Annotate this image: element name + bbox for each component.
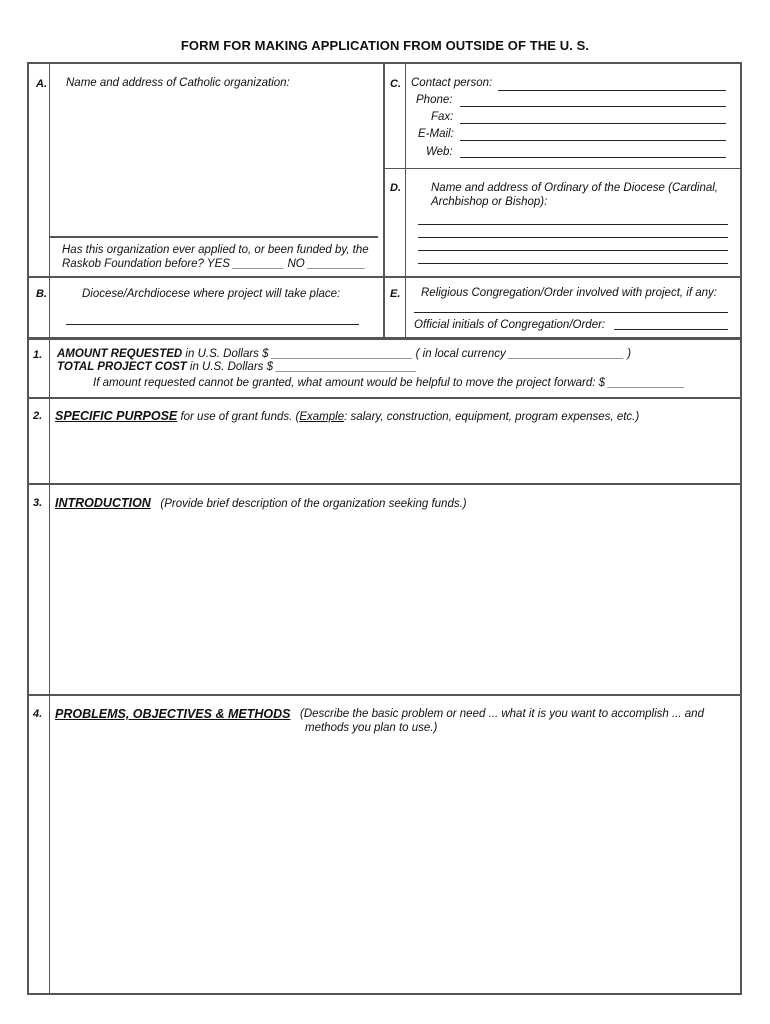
web-label: Web: xyxy=(426,146,453,158)
section-b-letter: B. xyxy=(36,288,47,300)
amount-requested-heading: AMOUNT REQUESTED xyxy=(57,348,183,360)
item-2-3-separator xyxy=(28,483,741,485)
problems-heading-line xyxy=(55,707,290,721)
contact-person-label: Contact person: xyxy=(411,77,493,89)
fax-field[interactable] xyxy=(460,123,726,124)
initials-field[interactable] xyxy=(614,329,728,330)
specific-purpose-field[interactable] xyxy=(52,428,738,480)
ordinary-line-4[interactable] xyxy=(418,263,728,264)
total-project-cost-text[interactable]: in U.S. Dollars $ ______________________ xyxy=(186,361,417,373)
org-name-address-field[interactable] xyxy=(52,94,378,232)
problems-heading: PROBLEMS, OBJECTIVES & METHODS xyxy=(55,707,291,721)
left-column-divider xyxy=(49,63,50,338)
applied-question-line2: Raskob Foundation before? YES ________ NO _________ xyxy=(62,258,366,270)
total-project-cost-heading: TOTAL PROJECT COST xyxy=(57,361,187,373)
contact-person-field[interactable] xyxy=(498,90,726,91)
email-label: E-Mail: xyxy=(418,128,454,140)
section-e-letter: E. xyxy=(390,288,401,300)
problems-text-line1: (Describe the basic problem or need ... what it is you want to accomplish ... and xyxy=(300,708,704,720)
introduction-heading: INTRODUCTION xyxy=(55,496,151,510)
initials-label: Official initials of Congregation/Order: xyxy=(414,319,606,331)
ordinary-label-line2: Archbishop or Bishop): xyxy=(431,196,548,208)
section-c-letter: C. xyxy=(390,78,401,90)
item-1-number: 1. xyxy=(33,349,43,361)
email-field[interactable] xyxy=(460,140,726,141)
introduction-line xyxy=(55,496,467,510)
item-4-number: 4. xyxy=(33,708,43,720)
middle-divider xyxy=(383,63,385,338)
specific-purpose-text-after: : salary, construction, equipment, program expenses, etc.) xyxy=(344,411,640,423)
ordinary-line-2[interactable] xyxy=(418,237,728,238)
introduction-field[interactable] xyxy=(52,516,738,691)
congregation-field[interactable] xyxy=(414,312,728,313)
form-title: FORM FOR MAKING APPLICATION FROM OUTSIDE OF THE U. S. xyxy=(180,38,590,53)
example-word: Example xyxy=(299,411,345,423)
section-e-label: Religious Congregation/Order involved with project, if any: xyxy=(421,287,717,299)
item-1-2-separator xyxy=(28,397,741,399)
item-2-number: 2. xyxy=(33,410,43,422)
a-question-separator xyxy=(50,236,378,238)
section-b-label: Diocese/Archdiocese where project will take place: xyxy=(82,288,341,300)
ordinary-label-line1: Name and address of Ordinary of the Diocese (Cardinal, xyxy=(431,182,719,194)
applied-question-line1: Has this organization ever applied to, or been funded by, the xyxy=(62,244,369,256)
fallback-amount-line[interactable]: If amount requested cannot be granted, what amount would be helpful to move the project forward: $ ____________ xyxy=(93,377,686,389)
item-3-4-separator xyxy=(28,694,741,696)
web-field[interactable] xyxy=(460,157,726,158)
problems-text-line2: methods you plan to use.) xyxy=(305,722,438,734)
amount-requested-line xyxy=(57,348,631,360)
introduction-text: (Provide brief description of the organization seeking funds.) xyxy=(160,498,467,510)
specific-purpose-heading: SPECIFIC PURPOSE xyxy=(55,409,178,423)
cd-separator xyxy=(384,168,741,169)
fax-label: Fax: xyxy=(431,111,454,123)
section-d-letter: D. xyxy=(390,182,401,194)
problems-field[interactable] xyxy=(52,740,738,990)
diocese-field[interactable] xyxy=(66,324,359,325)
items-number-divider xyxy=(49,339,50,994)
section-a-letter: A. xyxy=(36,78,47,90)
phone-label: Phone: xyxy=(416,94,453,106)
ordinary-line-1[interactable] xyxy=(418,224,728,225)
ordinary-line-3[interactable] xyxy=(418,250,728,251)
specific-purpose-line xyxy=(55,409,639,423)
ab-separator xyxy=(28,276,741,278)
specific-purpose-text-before: for use of grant funds. ( xyxy=(177,411,300,423)
amount-requested-text[interactable]: in U.S. Dollars $ ______________________ ( in local currency __________________ ) xyxy=(182,348,632,360)
section-a-label: Name and address of Catholic organization: xyxy=(66,77,290,89)
item-3-number: 3. xyxy=(33,497,43,509)
total-project-cost-line xyxy=(57,361,417,373)
right-letter-divider xyxy=(405,63,406,338)
phone-field[interactable] xyxy=(460,106,726,107)
